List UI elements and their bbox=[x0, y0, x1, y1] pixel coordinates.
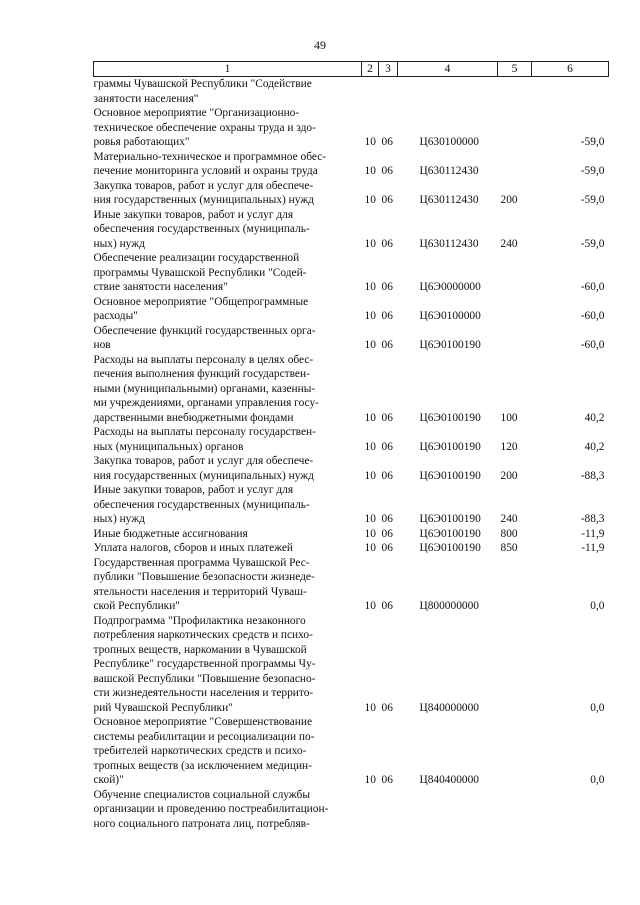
row-description bbox=[94, 106, 362, 150]
description-line: потребления наркотических средств и психо- bbox=[93, 629, 313, 641]
expense-type-code: 800 bbox=[500, 527, 518, 540]
row-description bbox=[94, 324, 362, 353]
row-description bbox=[94, 77, 362, 107]
row-description bbox=[94, 541, 362, 556]
subsection-code: 06 bbox=[381, 527, 393, 540]
description-line: Государственная программа Чувашской Рес- bbox=[93, 556, 310, 569]
target-article-code: Ц630100000 bbox=[419, 136, 479, 148]
amount-value: -88,3 bbox=[580, 469, 605, 482]
table-row bbox=[94, 77, 609, 107]
amount-value: -11,9 bbox=[581, 527, 605, 540]
section-code: 10 bbox=[364, 165, 376, 177]
description-line: Иные закупки товаров, работ и услуг для bbox=[93, 208, 294, 221]
table-row bbox=[94, 788, 609, 832]
description-line: ской Республики" bbox=[93, 600, 180, 612]
section-code: 10 bbox=[364, 513, 376, 525]
section-code: 10 bbox=[364, 774, 376, 786]
row-description bbox=[94, 251, 362, 295]
budget-table bbox=[93, 61, 609, 831]
section-code: 10 bbox=[364, 237, 376, 250]
subsection-code: 06 bbox=[381, 469, 393, 482]
section-code bbox=[362, 77, 379, 107]
description-line: ного социального патроната лиц, потребляв- bbox=[93, 817, 310, 830]
column-header: 5 bbox=[498, 62, 532, 77]
description-line: дарственными внебюджетными фондами bbox=[93, 411, 294, 424]
description-line: Уплата налогов, сборов и иных платежей bbox=[93, 542, 293, 554]
table-row bbox=[94, 715, 609, 788]
target-article-code: Ц6Э0000000 bbox=[419, 281, 481, 293]
table-row bbox=[94, 527, 609, 542]
subsection-code bbox=[379, 77, 398, 107]
section-code: 10 bbox=[364, 440, 376, 453]
description-line: ровья работающих" bbox=[93, 136, 190, 148]
expense-type-code bbox=[498, 150, 532, 179]
description-line: обеспечения государственных (муниципаль- bbox=[93, 223, 310, 235]
target-article-code: Ц6Э0100190 bbox=[419, 339, 481, 351]
subsection-code: 06 bbox=[381, 774, 393, 786]
column-header: 1 bbox=[94, 62, 362, 77]
subsection-code: 06 bbox=[381, 701, 393, 714]
row-description bbox=[94, 454, 362, 483]
description-line: рий Чувашской Республики" bbox=[93, 701, 233, 714]
amount-value: -59,0 bbox=[580, 136, 605, 148]
target-article-code: Ц630112430 bbox=[419, 194, 479, 206]
description-line: Иные закупки товаров, работ и услуг для bbox=[93, 484, 294, 496]
subsection-code: 06 bbox=[381, 440, 393, 453]
description-line: Республике" государственной программы Чу- bbox=[93, 658, 316, 670]
description-line: ятельности населения и территорий Чуваш- bbox=[93, 585, 307, 598]
row-description bbox=[94, 179, 362, 208]
subsection-code: 06 bbox=[381, 165, 393, 177]
expense-type-code: 200 bbox=[500, 469, 518, 482]
target-article-code: Ц630112430 bbox=[419, 237, 479, 250]
row-description bbox=[94, 788, 362, 832]
section-code: 10 bbox=[364, 600, 376, 612]
target-article-code: Ц6Э0100190 bbox=[419, 542, 481, 554]
page-number: 49 bbox=[314, 38, 326, 52]
subsection-code: 06 bbox=[381, 281, 393, 293]
description-line: Основное мероприятие "Совершенствование bbox=[93, 716, 313, 728]
target-article-code: Ц800000000 bbox=[419, 600, 479, 612]
description-line: нов bbox=[93, 339, 111, 351]
description-line: Обеспечение функций государственных орга- bbox=[93, 324, 316, 337]
table-row bbox=[94, 324, 609, 353]
subsection-code: 06 bbox=[381, 194, 393, 206]
section-code bbox=[362, 788, 379, 832]
target-article-code: Ц6Э0100190 bbox=[419, 513, 481, 525]
subsection-code: 06 bbox=[381, 542, 393, 554]
table-row bbox=[94, 251, 609, 295]
table-row bbox=[94, 150, 609, 179]
description-line: ных (муниципальных) органов bbox=[93, 440, 244, 453]
description-line: вашской Республики "Повышение безопасно- bbox=[93, 672, 316, 685]
description-line: печение мониторинга условий и охраны труда bbox=[93, 165, 318, 177]
expense-type-code bbox=[498, 251, 532, 295]
column-header: 2 bbox=[362, 62, 379, 77]
target-article-code: Ц630112430 bbox=[419, 165, 479, 177]
table-body bbox=[94, 77, 609, 832]
expense-type-code: 100 bbox=[500, 411, 518, 424]
amount-value: 40,2 bbox=[584, 440, 605, 453]
amount-value bbox=[532, 77, 609, 107]
row-description bbox=[94, 425, 362, 454]
description-line: граммы Чувашской Республики "Содействие bbox=[93, 78, 312, 90]
description-line: занятости населения" bbox=[93, 92, 199, 105]
description-line: ных) нужд bbox=[93, 513, 145, 525]
row-description bbox=[94, 208, 362, 252]
description-line: организации и проведению постреабилитацион- bbox=[93, 803, 329, 815]
section-code: 10 bbox=[364, 542, 376, 554]
description-line: требителей наркотических средств и психо- bbox=[93, 745, 307, 757]
subsection-code: 06 bbox=[381, 513, 393, 525]
table-row bbox=[94, 483, 609, 527]
subsection-code: 06 bbox=[381, 339, 393, 351]
expense-type-code bbox=[498, 77, 532, 107]
amount-value: -88,3 bbox=[580, 513, 605, 525]
target-article-code: Ц6Э0100190 bbox=[419, 469, 481, 482]
description-line: сти жизнедеятельности населения и террито- bbox=[93, 687, 314, 699]
table-row bbox=[94, 614, 609, 716]
target-article-code: Ц6Э0100190 bbox=[419, 527, 481, 540]
description-line: ния государственных (муниципальных) нужд bbox=[93, 194, 314, 206]
description-line: техническое обеспечение охраны труда и здо- bbox=[93, 121, 316, 134]
amount-value: 0,0 bbox=[590, 701, 605, 714]
table-row bbox=[94, 454, 609, 483]
description-line: ствие занятости населения" bbox=[93, 281, 228, 293]
table-row bbox=[94, 106, 609, 150]
header-row bbox=[94, 62, 609, 77]
target-article-code: Ц840400000 bbox=[419, 774, 479, 786]
table-row bbox=[94, 541, 609, 556]
description-line: ными (муниципальными) органами, казенны- bbox=[93, 382, 316, 395]
column-header: 4 bbox=[398, 62, 498, 77]
row-description bbox=[94, 295, 362, 324]
description-line: расходы" bbox=[93, 310, 138, 322]
section-code: 10 bbox=[364, 310, 376, 322]
table-row bbox=[94, 425, 609, 454]
description-line: системы реабилитации и ресоциализации по- bbox=[93, 730, 315, 743]
section-code: 10 bbox=[364, 136, 376, 148]
description-line: публики "Повышение безопасности жизнеде- bbox=[93, 571, 315, 583]
description-line: Расходы на выплаты персоналу государствен- bbox=[93, 426, 316, 438]
target-article-code bbox=[398, 788, 498, 832]
expense-type-code: 850 bbox=[500, 542, 518, 554]
table-row bbox=[94, 179, 609, 208]
expense-type-code bbox=[498, 106, 532, 150]
expense-type-code: 240 bbox=[500, 513, 518, 525]
row-description bbox=[94, 556, 362, 614]
description-line: тропных веществ (за исключением медицин- bbox=[93, 759, 312, 772]
description-line: тропных веществ, наркомании в Чувашской bbox=[93, 643, 307, 656]
section-code: 10 bbox=[364, 281, 376, 293]
subsection-code: 06 bbox=[381, 136, 393, 148]
description-line: ской)" bbox=[93, 774, 124, 786]
expense-type-code bbox=[498, 788, 532, 832]
section-code: 10 bbox=[364, 339, 376, 351]
description-line: Закупка товаров, работ и услуг для обеспече- bbox=[93, 455, 314, 467]
expense-type-code bbox=[498, 324, 532, 353]
description-line: ния государственных (муниципальных) нужд bbox=[93, 469, 314, 482]
amount-value: -60,0 bbox=[580, 281, 605, 293]
subsection-code: 06 bbox=[381, 600, 393, 612]
row-description bbox=[94, 715, 362, 788]
description-line: печения выполнения функций государствен- bbox=[93, 368, 310, 380]
expense-type-code: 240 bbox=[500, 237, 518, 250]
amount-value: 0,0 bbox=[590, 774, 605, 786]
row-description bbox=[94, 353, 362, 426]
amount-value: -60,0 bbox=[580, 310, 605, 322]
column-header: 6 bbox=[532, 62, 609, 77]
target-article-code: Ц6Э0100190 bbox=[419, 440, 481, 453]
row-description bbox=[94, 527, 362, 542]
target-article-code bbox=[398, 77, 498, 107]
description-line: ных) нужд bbox=[93, 237, 145, 250]
column-header: 3 bbox=[379, 62, 398, 77]
target-article-code: Ц6Э0100190 bbox=[419, 411, 481, 424]
table-row bbox=[94, 295, 609, 324]
table-row bbox=[94, 556, 609, 614]
subsection-code: 06 bbox=[381, 237, 393, 250]
table-row bbox=[94, 353, 609, 426]
description-line: Расходы на выплаты персоналу в целях обес- bbox=[93, 353, 314, 366]
description-line: программы Чувашской Республики "Содей- bbox=[93, 266, 307, 279]
amount-value: 40,2 bbox=[584, 411, 605, 424]
expense-type-code bbox=[498, 715, 532, 788]
description-line: Иные бюджетные ассигнования bbox=[93, 527, 248, 540]
subsection-code: 06 bbox=[381, 411, 393, 424]
row-description bbox=[94, 483, 362, 527]
subsection-code bbox=[379, 788, 398, 832]
row-description bbox=[94, 614, 362, 716]
amount-value: -59,0 bbox=[580, 165, 605, 177]
target-article-code: Ц6Э0100000 bbox=[419, 310, 481, 322]
amount-value: -59,0 bbox=[580, 237, 605, 250]
target-article-code: Ц840000000 bbox=[419, 701, 479, 714]
description-line: Основное мероприятие "Общепрограммные bbox=[93, 295, 309, 308]
section-code: 10 bbox=[364, 194, 376, 206]
expense-type-code bbox=[498, 556, 532, 614]
amount-value: -59,0 bbox=[580, 194, 605, 206]
description-line: Закупка товаров, работ и услуг для обеспече- bbox=[93, 179, 314, 192]
description-line: Подпрограмма "Профилактика незаконного bbox=[93, 614, 306, 627]
amount-value: -60,0 bbox=[580, 339, 605, 351]
amount-value: 0,0 bbox=[590, 600, 605, 612]
section-code: 10 bbox=[364, 701, 376, 714]
expense-type-code: 120 bbox=[500, 440, 518, 453]
section-code: 10 bbox=[364, 411, 376, 424]
amount-value: -11,9 bbox=[581, 542, 605, 554]
description-line: обеспечения государственных (муниципаль- bbox=[93, 498, 310, 511]
expense-type-code bbox=[498, 295, 532, 324]
subsection-code: 06 bbox=[381, 310, 393, 322]
section-code: 10 bbox=[364, 527, 376, 540]
description-line: ми учреждениями, органами управления госу- bbox=[93, 397, 319, 409]
description-line: Обеспечение реализации государственной bbox=[93, 252, 300, 264]
row-description bbox=[94, 150, 362, 179]
description-line: Обучение специалистов социальной службы bbox=[93, 788, 310, 801]
expense-type-code bbox=[498, 614, 532, 716]
section-code: 10 bbox=[364, 469, 376, 482]
description-line: Основное мероприятие "Организационно- bbox=[93, 107, 300, 119]
amount-value bbox=[532, 788, 609, 832]
table-row bbox=[94, 208, 609, 252]
expense-type-code: 200 bbox=[500, 194, 518, 206]
description-line: Материально-техническое и программное обес- bbox=[93, 150, 327, 163]
